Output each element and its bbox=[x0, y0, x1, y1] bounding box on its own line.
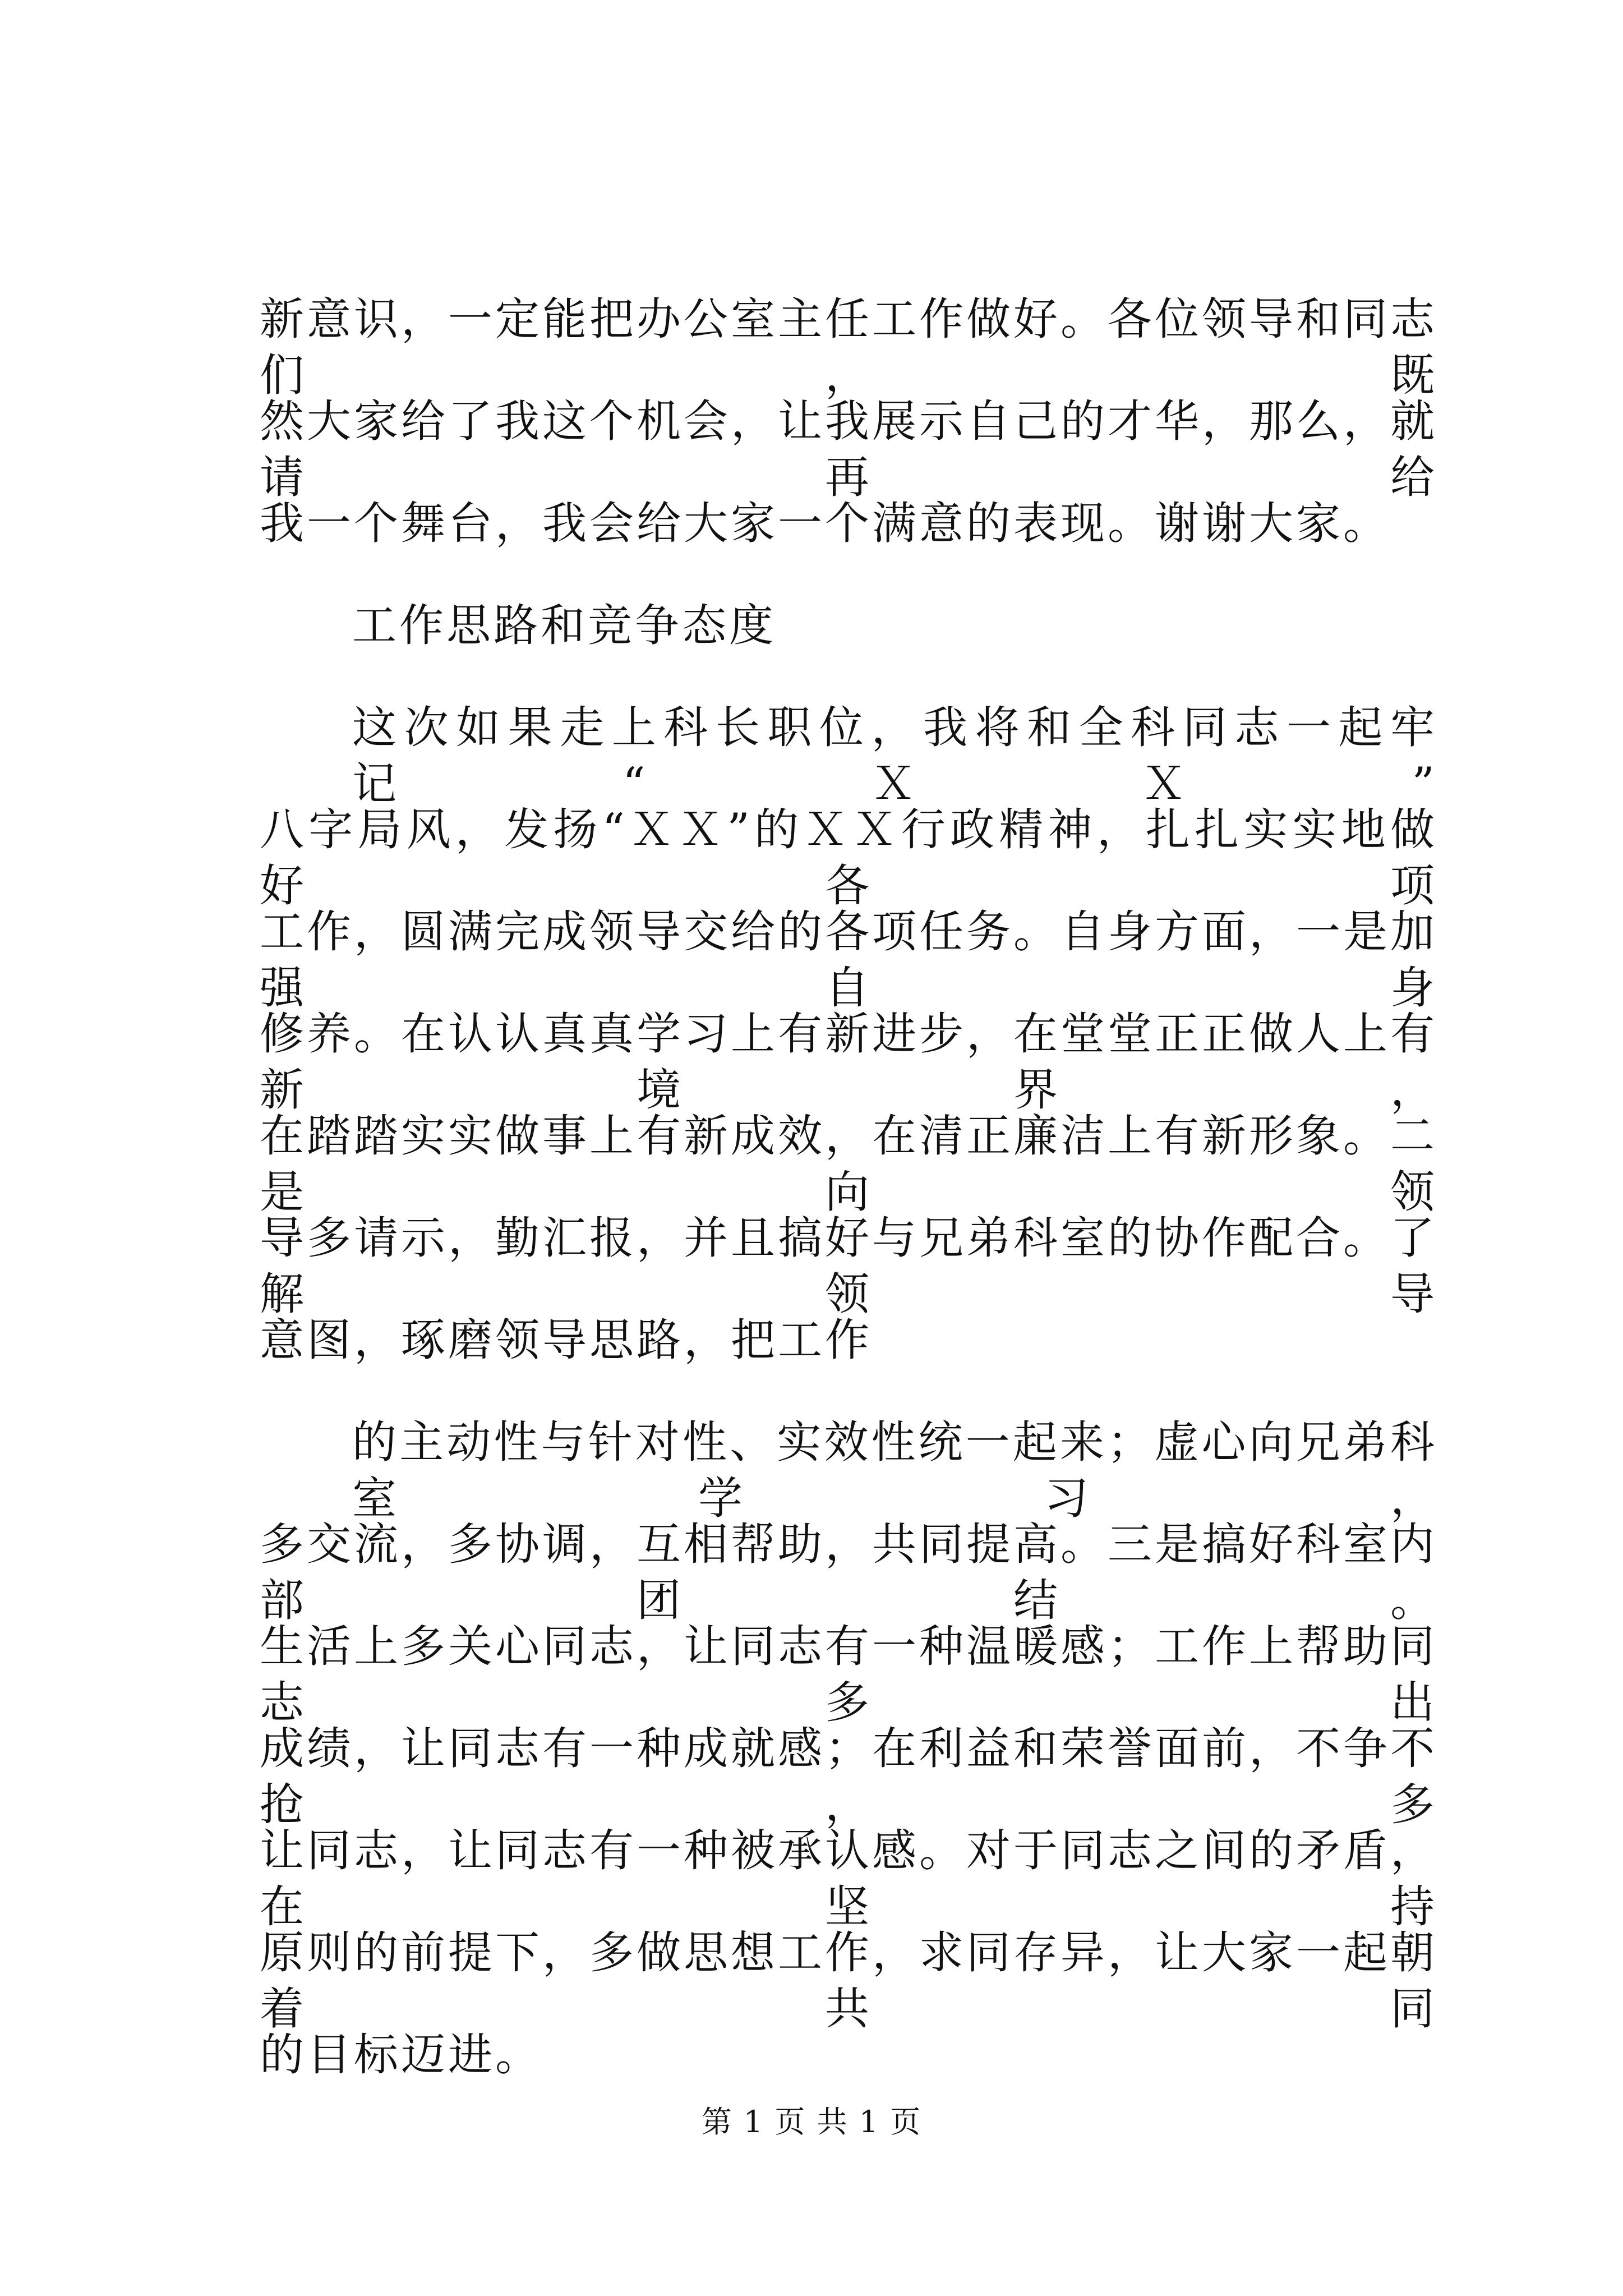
paragraph-first-line: 的主动性与针对性、实效性统一起来；虚心向兄弟科室学习， bbox=[352, 1416, 1437, 1524]
text-line: 八字局风，发扬“ＸＸ”的ＸＸ行政精神，扎扎实实地做好各项 bbox=[260, 804, 1437, 912]
text-line: 在踏踏实实做事上有新成效，在清正廉洁上有新形象。二是向领 bbox=[260, 1110, 1437, 1218]
page-footer: 第 1 页 共 1 页 bbox=[701, 2104, 922, 2139]
text-line: 成绩，让同志有一种成就感；在利益和荣誉面前，不争不抢，多 bbox=[260, 1723, 1437, 1830]
text-line: 生活上多关心同志，让同志有一种温暖感；工作上帮助同志多出 bbox=[260, 1621, 1437, 1728]
text-line: 修养。在认认真真学习上有新进步，在堂堂正正做人上有新境界， bbox=[260, 1008, 1437, 1116]
text-line: 多交流，多协调，互相帮助，共同提高。三是搞好科室内部团结。 bbox=[260, 1519, 1437, 1626]
paragraph-first-line: 这次如果走上科长职位，我将和全科同志一起牢记“ＸＸ” bbox=[352, 702, 1437, 809]
text-line: 然大家给了我这个机会，让我展示自己的才华，那么，就请再给 bbox=[260, 395, 1437, 503]
text-line: 原则的前提下，多做思想工作，求同存异，让大家一起朝着共同 bbox=[260, 1927, 1437, 2035]
text-line: 我一个舞台，我会给大家一个满意的表现。谢谢大家。 bbox=[260, 498, 1390, 549]
text-line: 让同志，让同志有一种被承认感。对于同志之间的矛盾，在坚持 bbox=[260, 1825, 1437, 1932]
text-line: 新意识，一定能把办公室主任工作做好。各位领导和同志们，既 bbox=[260, 293, 1437, 401]
text-line: 意图，琢磨领导思路，把工作 bbox=[260, 1314, 872, 1366]
text-line: 工作，圆满完成领导交给的各项任务。自身方面，一是加强自身 bbox=[260, 906, 1437, 1014]
text-line: 导多请示，勤汇报，并且搞好与兄弟科室的协作配合。了解领导 bbox=[260, 1212, 1437, 1320]
text-line: 的目标迈进。 bbox=[260, 2029, 542, 2081]
section-heading: 工作思路和竞争态度 bbox=[352, 600, 776, 651]
document-body bbox=[260, 291, 1437, 2129]
